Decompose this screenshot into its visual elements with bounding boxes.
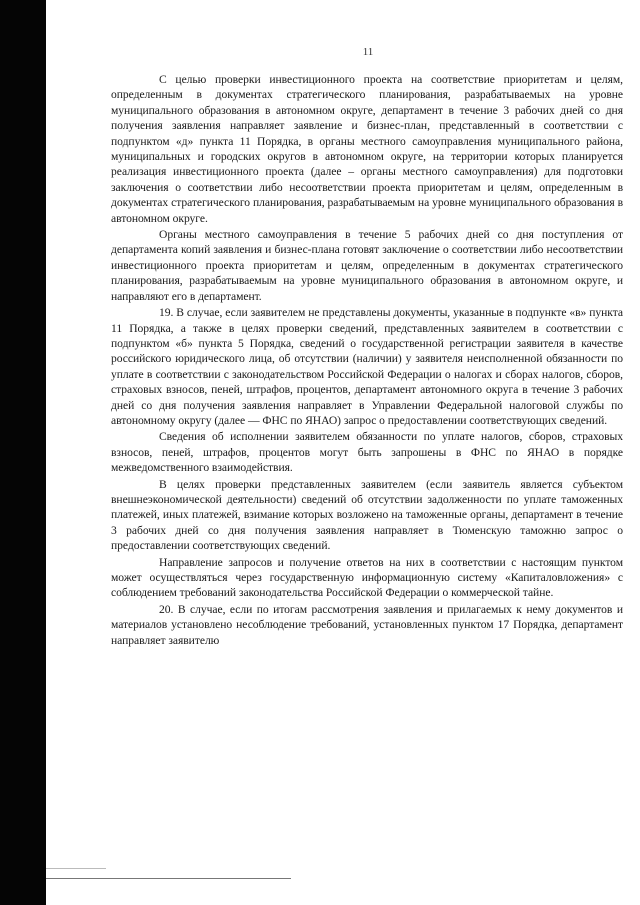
paragraph-item-20: 20. В случае, если по итогам рассмотрения заявления и прилагаемых к нему документов и материалов установлено несоблюдение требований, установленных пунктом 17 Порядка, департамент направляет заявителю xyxy=(111,602,623,647)
paragraph-tax-info: Сведения об исполнении заявителем обязанности по уплате налогов, сборов, страховых взносов, пеней, штрафов, процентов могут быть запрошены в ФНС по ЯНАО в порядке межведомственного взаимодействия. xyxy=(111,430,623,475)
paragraph-item-19: 19. В случае, если заявителем не представлены документы, указанные в подпункте «в» пункта 11 Порядка, а также в целях проверки сведений, представленных заявителем в соответствии с подпунктом «б» пункта 5 Порядка, сведений о государственной регистрации заявителя в качестве российского юридического лица, об отсутствии (наличии) у заявителя неисполненной обязанности по уплате в соответствии с законодательством Российской Федерации о налогах и сборах налогов, сборов, страховых взносов, пеней, штрафов, процентов, департамент автономного округа в течение 3 рабочих дней со дня получения заявления направляет в Управлении Федеральной налоговой службы по автономному округу (далее — ФНС по ЯНАО) запрос о предоставлении соответствующих сведений. xyxy=(111,306,623,427)
footer-rule xyxy=(46,878,291,879)
document-body xyxy=(111,72,623,648)
footer-mark xyxy=(46,868,106,869)
paragraph-local-authorities: Органы местного самоуправления в течение 5 рабочих дней со дня поступления от департамента копий заявления и бизнес-плана готовят заключение о соответствии либо несоответствии инвестиционного проекта приоритетам и целям, определенным в документах стратегического планирования, разрабатываемым на уровне муниципального образования в автономном округе, и направляют его в департамент. xyxy=(111,228,623,303)
scan-dark-edge xyxy=(0,0,46,905)
page-number: 11 xyxy=(362,46,374,58)
paragraph-requests-system: Направление запросов и получение ответов на них в соответствии с настоящим пунктом может осуществляться через государственную информационную систему «Капиталовложения» с соблюдением требований законодательства Российской Федерации о коммерческой тайне. xyxy=(111,555,623,600)
paragraph-investment-check: С целью проверки инвестиционного проекта на соответствие приоритетам и целям, определенным в документах стратегического планирования, разрабатываемых на уровне муниципального образования в автономном округе, департамент в течение 3 рабочих дней со дня получения заявления направляет заявление и бизнес-план, представленный в соответствии с подпунктом «д» пункта 11 Порядка, в органы местного самоуправления муниципального района, муниципальных и городских округов в автономном округе, на территории которых планируется реализация инвестиционного проекта (далее – органы местного самоуправления) для подготовки заключения о соответствии либо несоответствии проекта приоритетам и целям, определенным в документах стратегического планирования, разрабатываемым на уровне муниципального образования в автономном округе. xyxy=(111,73,623,225)
paragraph-customs-check: В целях проверки представленных заявителем (если заявитель является субъектом внешнеэкономической деятельности) сведений об отсутствии задолженности по уплате таможенных платежей, иных платежей, взимание которых возложено на таможенные органы, департамент в течение 3 рабочих дней со дня получения заявления направляет в Тюменскую таможню запрос о предоставлении соответствующих сведений. xyxy=(111,477,623,553)
